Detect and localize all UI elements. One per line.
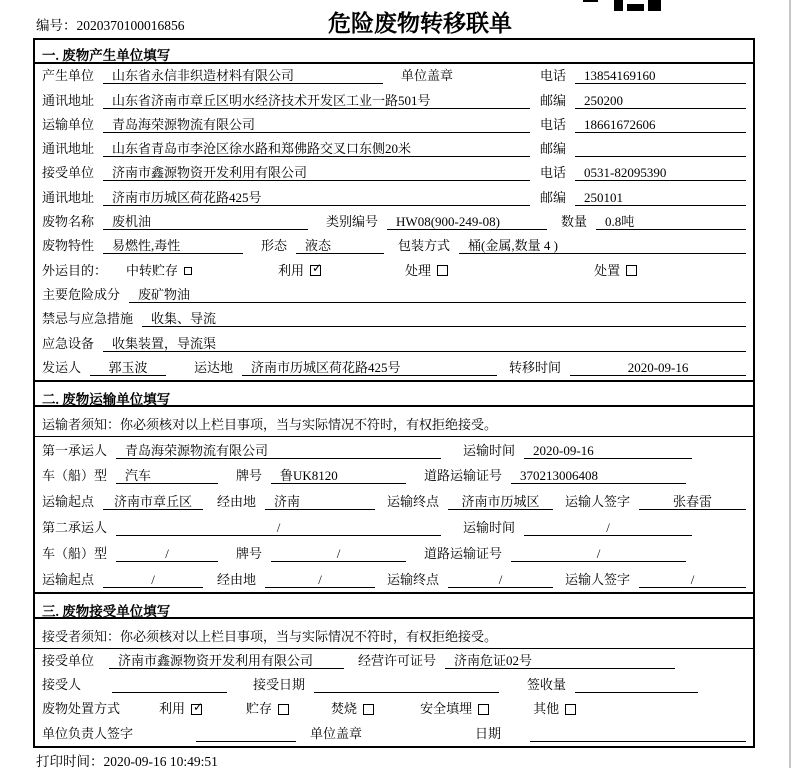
road-license-field: / <box>511 546 686 562</box>
road-license-label: 道路运输证号 <box>424 468 503 484</box>
date-field <box>530 726 746 742</box>
route-end-field: / <box>448 572 553 588</box>
checkbox <box>310 265 321 276</box>
producer-row <box>35 64 753 88</box>
route-row-2 <box>35 566 753 592</box>
accept-date-field <box>314 677 499 693</box>
checkbox <box>437 265 448 276</box>
hazard-field: 废矿物油 <box>129 287 746 303</box>
transport-purpose-row <box>35 258 753 282</box>
packaging-field: 桶(金属,数量 4 ) <box>459 238 746 254</box>
route-start-field: / <box>103 572 203 588</box>
waste-property-label: 废物特性 <box>42 238 95 254</box>
print-time <box>36 750 218 770</box>
transport-time-label: 运输时间 <box>463 520 516 536</box>
purpose-label: 外运目的： <box>42 262 108 278</box>
checkbox <box>478 704 489 715</box>
address-label: 通讯地址 <box>42 189 95 205</box>
receiver-address-field: 济南市历城区荷花路425号 <box>103 190 530 206</box>
via-field: 济南 <box>265 494 375 510</box>
checkbox <box>278 704 289 715</box>
unit-seal-label: 单位盖章 <box>310 725 363 741</box>
route-end-label: 运输终点 <box>387 571 440 587</box>
purpose-option <box>278 263 321 279</box>
section2-notice: 运输者须知：你必须核对以上栏目事项，当与实际情况不符时，有权拒绝接受。 <box>35 407 753 437</box>
disposal-option <box>246 701 289 717</box>
transfer-time-field: 2020-09-16 <box>570 360 746 376</box>
page-edge-line <box>789 0 791 768</box>
qr-module <box>648 0 661 11</box>
quantity-label: 数量 <box>561 214 588 230</box>
category-code-field: HW08(900-249-08) <box>387 214 547 230</box>
waste-property-field: 易燃性,毒性 <box>103 238 243 254</box>
receiver-zip-field: 250101 <box>575 190 746 206</box>
route-end-label: 运输终点 <box>387 494 440 510</box>
disposal-option <box>331 701 374 717</box>
waste-name-row <box>35 210 753 234</box>
transport-time-label: 运输时间 <box>463 442 516 458</box>
first-carrier-label: 第一承运人 <box>42 442 108 458</box>
transporter-label: 运输单位 <box>42 116 95 132</box>
disposal-method-row <box>35 697 753 721</box>
acceptor-label: 接受人 <box>42 677 82 693</box>
equipment-field: 收集装置，导流渠 <box>103 336 746 352</box>
accept-unit-label: 接受单位 <box>42 652 95 668</box>
plate-field: / <box>271 546 406 562</box>
purpose-option <box>126 263 192 279</box>
receiver-address-row <box>35 185 753 209</box>
date-label: 日期 <box>475 725 502 741</box>
accept-unit-row <box>35 649 753 673</box>
purpose-option <box>405 263 448 279</box>
option-label: 利用 <box>278 262 305 278</box>
plate-field: 鲁UK8120 <box>271 468 406 484</box>
option-label: 利用 <box>159 701 186 717</box>
transport-time-field: 2020-09-16 <box>524 443 692 459</box>
emergency-equipment-row <box>35 331 753 355</box>
zip-label: 邮编 <box>540 92 567 108</box>
disposal-option <box>533 701 576 717</box>
purpose-option <box>594 263 637 279</box>
page-title: 危险废物转移联单 <box>328 11 512 36</box>
accept-unit-field: 济南市鑫源物资开发利用有限公司 <box>109 653 344 669</box>
qr-module <box>614 0 623 11</box>
receiver-phone-field: 0531-82095390 <box>575 165 746 181</box>
acceptor-row <box>35 673 753 697</box>
acceptor-field <box>112 677 227 693</box>
route-row <box>35 488 753 514</box>
transfer-form-table <box>33 38 755 748</box>
disposal-option <box>420 701 489 717</box>
transporter-phone-field: 18661672606 <box>575 117 746 133</box>
taboo-label: 禁忌与应急措施 <box>42 311 134 327</box>
vehicle-type-field: 汽车 <box>116 468 218 484</box>
print-time-label: 打印时间： <box>36 754 104 769</box>
carrier-sign-label: 运输人签字 <box>565 494 631 510</box>
option-label: 中转贮存 <box>126 262 179 278</box>
carrier-sign-field: 张春雷 <box>639 494 746 510</box>
producer-phone-field: 13854169160 <box>575 68 746 84</box>
transporter-address-row <box>35 137 753 161</box>
responsible-sign-label: 单位负责人签字 <box>42 725 134 741</box>
operation-license-label: 经营许可证号 <box>358 652 437 668</box>
transfer-time-label: 转移时间 <box>509 359 562 375</box>
transporter-zip-field <box>575 141 746 157</box>
receiver-name-field: 济南市鑫源物资开发利用有限公司 <box>103 165 530 181</box>
hazard-component-row <box>35 283 753 307</box>
dispatcher-field: 郭玉波 <box>90 360 166 376</box>
dispatcher-label: 发运人 <box>42 359 82 375</box>
taboo-field: 收集、导流 <box>142 311 746 327</box>
route-start-label: 运输起点 <box>42 494 95 510</box>
section3-header: 三. 废物接受单位填写 <box>35 592 753 619</box>
checkbox <box>191 704 202 715</box>
responsible-signature-row <box>35 721 753 745</box>
phone-label: 电话 <box>540 116 567 132</box>
plate-label: 牌号 <box>236 545 263 561</box>
vehicle-type-row-2 <box>35 540 753 566</box>
dispatch-row <box>35 356 753 380</box>
vehicle-type-field: / <box>116 546 218 562</box>
checkbox <box>363 704 374 715</box>
waste-name-field: 废机油 <box>103 214 308 230</box>
carrier-sign-field: / <box>639 572 746 588</box>
first-carrier-field: 青岛海荣源物流有限公司 <box>116 443 441 459</box>
taboo-measures-row <box>35 307 753 331</box>
second-carrier-row <box>35 514 753 540</box>
section2-header: 二. 废物运输单位填写 <box>35 380 753 407</box>
checkbox <box>626 265 637 276</box>
waste-property-row <box>35 234 753 258</box>
responsible-sign-field <box>196 726 296 742</box>
qr-module <box>627 4 644 11</box>
option-label: 处置 <box>594 262 621 278</box>
option-label: 贮存 <box>246 701 273 717</box>
transporter-name-field: 青岛海荣源物流有限公司 <box>103 117 530 133</box>
producer-label: 产生单位 <box>42 68 95 84</box>
zip-label: 邮编 <box>540 189 567 205</box>
equipment-label: 应急设备 <box>42 335 95 351</box>
serial-value: 2020370100016856 <box>76 18 185 33</box>
via-label: 经由地 <box>217 494 257 510</box>
qr-module <box>583 0 598 2</box>
transporter-address-field: 山东省青岛市李沧区徐水路和郑佛路交叉口东侧20米 <box>103 141 530 157</box>
producer-zip-field: 250200 <box>575 93 746 109</box>
serial-number <box>36 14 185 34</box>
accept-date-label: 接受日期 <box>253 677 306 693</box>
category-code-label: 类别编号 <box>326 214 379 230</box>
vehicle-type-label: 车（船）型 <box>42 545 108 561</box>
form-label: 形态 <box>261 238 288 254</box>
transporter-row <box>35 113 753 137</box>
disposal-option <box>159 701 202 717</box>
via-label: 经由地 <box>217 571 257 587</box>
route-end-field: 济南市历城区 <box>448 494 553 510</box>
first-carrier-row <box>35 437 753 463</box>
quantity-field: 0.8吨 <box>596 214 746 230</box>
serial-label: 编号： <box>36 18 77 33</box>
carrier-sign-label: 运输人签字 <box>565 571 631 587</box>
second-carrier-label: 第二承运人 <box>42 520 108 536</box>
option-label: 安全填埋 <box>420 701 473 717</box>
phone-label: 电话 <box>540 68 567 84</box>
transport-time-field: / <box>524 520 692 536</box>
address-label: 通讯地址 <box>42 141 95 157</box>
waste-name-label: 废物名称 <box>42 214 95 230</box>
section1-header: 一. 废物产生单位填写 <box>35 40 753 64</box>
destination-field: 济南市历城区荷花路425号 <box>242 360 497 376</box>
signed-amount-label: 签收量 <box>527 677 567 693</box>
section3-notice: 接受者须知：你必须核对以上栏目事项，当与实际情况不符时，有权拒绝接受。 <box>35 619 753 649</box>
hazard-label: 主要危险成分 <box>42 286 121 302</box>
unit-seal-label: 单位盖章 <box>401 68 454 84</box>
operation-license-field: 济南危证02号 <box>445 653 675 669</box>
road-license-field: 370213006408 <box>511 468 686 484</box>
producer-address-field: 山东省济南市章丘区明水经济技术开发区工业一路501号 <box>103 93 530 109</box>
address-label: 通讯地址 <box>42 92 95 108</box>
producer-address-row <box>35 88 753 112</box>
packaging-label: 包装方式 <box>398 238 451 254</box>
option-label: 处理 <box>405 262 432 278</box>
option-label: 其他 <box>533 701 560 717</box>
form-field: 液态 <box>296 238 384 254</box>
qr-code-fragment <box>583 0 668 11</box>
second-carrier-field: / <box>116 520 441 536</box>
option-label: 焚烧 <box>331 701 358 717</box>
road-license-label: 道路运输证号 <box>424 545 503 561</box>
plate-label: 牌号 <box>236 468 263 484</box>
checkbox <box>565 704 576 715</box>
vehicle-type-label: 车（船）型 <box>42 468 108 484</box>
destination-label: 运达地 <box>194 359 234 375</box>
via-field: / <box>265 572 375 588</box>
vehicle-type-row <box>35 463 753 489</box>
zip-label: 邮编 <box>540 141 567 157</box>
route-start-field: 济南市章丘区 <box>103 494 203 510</box>
phone-label: 电话 <box>540 165 567 181</box>
receiver-label: 接受单位 <box>42 165 95 181</box>
disposal-method-label: 废物处置方式 <box>42 701 121 717</box>
receiver-row <box>35 161 753 185</box>
route-start-label: 运输起点 <box>42 571 95 587</box>
checkbox <box>184 267 192 275</box>
producer-name-field: 山东省永信非织造材料有限公司 <box>103 68 383 84</box>
print-time-value: 2020-09-16 10:49:51 <box>103 754 218 769</box>
signed-amount-field <box>575 677 698 693</box>
